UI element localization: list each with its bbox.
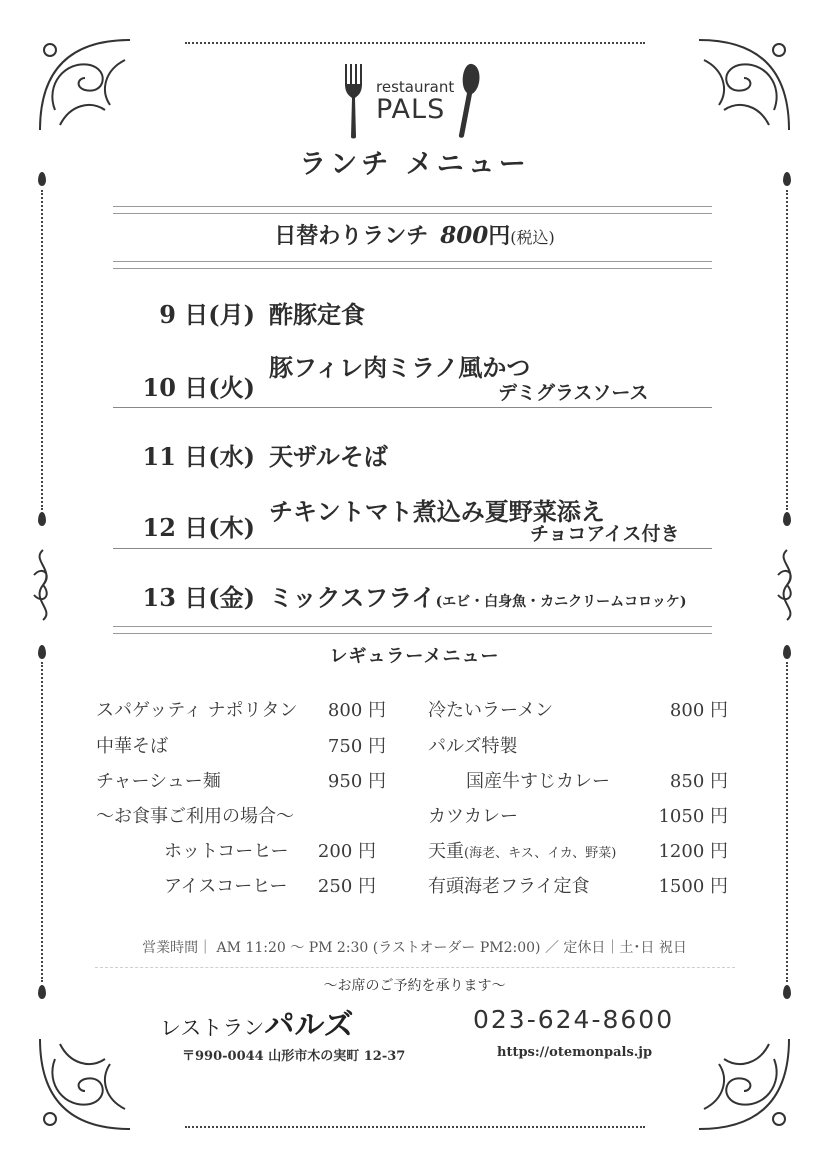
regular-item-name: ホットコーヒー — [164, 841, 289, 862]
fork-icon — [342, 62, 368, 140]
dish-name: 天ザルそば — [269, 442, 388, 471]
regular-item-price: 200 円 — [317, 841, 376, 862]
regular-rule-top — [113, 626, 712, 634]
regular-item-name: アイスコーヒー — [164, 876, 288, 897]
regular-item-name: パルズ特製 — [428, 736, 518, 757]
daily-lunch-yen: 円 — [488, 223, 511, 249]
dish-name-text: ミックスフライ — [269, 583, 436, 612]
top-border-line — [185, 42, 645, 44]
regular-item-name: 中華そば — [96, 736, 168, 757]
address: 〒990-0044 山形市木の実町 12-37 — [182, 1049, 406, 1064]
daily-lunch-label: 日替わりランチ — [274, 223, 429, 249]
brand-prefix: レストラン — [160, 1016, 265, 1040]
brand-name: パルズ — [264, 1008, 354, 1043]
right-border-line-lower — [786, 662, 788, 982]
regular-item-name: 冷たいラーメン — [428, 700, 554, 721]
regular-item-price: 800 円 — [669, 700, 728, 721]
logo-subtitle: restaurant — [376, 78, 455, 96]
website-link[interactable]: https://otemonpals.jp — [497, 1045, 653, 1060]
left-border-line-lower — [41, 662, 43, 982]
restaurant-brand — [160, 1000, 353, 1044]
business-hours: 営業時間｜ AM 11:20 〜 PM 2:30 (ラストオーダー PM2:00) ／ 定休日｜土･日 祝日 — [142, 940, 687, 956]
dish-note: (エビ・白身魚・カニクリームコロッケ) — [435, 594, 687, 610]
regular-item-name: 有頭海老フライ定食 — [428, 876, 590, 897]
corner-ornament-top-right — [689, 30, 799, 140]
logo-title: PALS — [376, 94, 446, 125]
bottom-border-line — [185, 1126, 645, 1128]
regular-item-price: 1200 円 — [658, 841, 728, 862]
banner-rule-top — [113, 206, 712, 214]
spoon-icon — [450, 62, 484, 140]
dish-subtitle: デミグラスソース — [498, 382, 649, 404]
dish-name — [269, 578, 687, 613]
day-label: 12 日(木) — [142, 513, 255, 542]
regular-item-price: 1050 円 — [658, 806, 728, 827]
banner-rule-bottom — [113, 261, 712, 269]
dish-subtitle: チョコアイス付き — [530, 523, 680, 545]
regular-item-price: 750 円 — [327, 736, 386, 757]
day-label: 10 日(火) — [142, 373, 255, 402]
day-label: 11 日(水) — [142, 442, 255, 471]
day-divider — [113, 407, 712, 408]
reservation-note: 〜お席のご予約を承ります〜 — [323, 978, 506, 994]
regular-menu-title: レギュラーメニュー — [329, 646, 500, 667]
dish-name: チキントマト煮込み夏野菜添え — [269, 497, 605, 526]
regular-item-price: 250 円 — [317, 876, 376, 897]
corner-ornament-bottom-right — [689, 1029, 799, 1139]
regular-item-price: 850 円 — [669, 771, 728, 792]
regular-item-price: 800 円 — [327, 700, 386, 721]
regular-item-name — [428, 837, 616, 863]
regular-item-name: カツカレー — [428, 806, 518, 827]
regular-item-price: 1500 円 — [658, 876, 728, 897]
dish-name: 豚フィレ肉ミラノ風かつ — [269, 353, 531, 382]
regular-item-name: スパゲッティ ナポリタン — [96, 700, 298, 721]
day-divider — [113, 548, 712, 549]
dish-name: 酢豚定食 — [269, 300, 365, 329]
regular-section-note: 〜お食事ご利用の場合〜 — [96, 806, 294, 827]
phone-number[interactable]: 023-624-8600 — [473, 1005, 675, 1034]
daily-lunch-banner — [0, 219, 829, 250]
regular-item-name: チャーシュー麺 — [96, 771, 221, 792]
corner-ornament-top-left — [30, 30, 140, 140]
footer-rule — [95, 967, 735, 968]
regular-item-name: 国産牛すじカレー — [466, 771, 610, 792]
page-title: ランチ メニュー — [299, 149, 530, 180]
regular-item-note: (海老、キス、イカ、野菜) — [464, 846, 617, 861]
daily-lunch-tax: (税込) — [510, 228, 555, 247]
corner-ornament-bottom-left — [30, 1029, 140, 1139]
regular-item-price: 950 円 — [327, 771, 386, 792]
day-label: 13 日(金) — [142, 583, 255, 612]
right-border-drop-mid — [783, 512, 791, 526]
daily-lunch-price: 800 — [440, 222, 489, 249]
day-label: 9 日(月) — [159, 300, 255, 329]
regular-item-name-text: 天重 — [428, 841, 464, 862]
right-scroll-ornament — [770, 545, 804, 625]
